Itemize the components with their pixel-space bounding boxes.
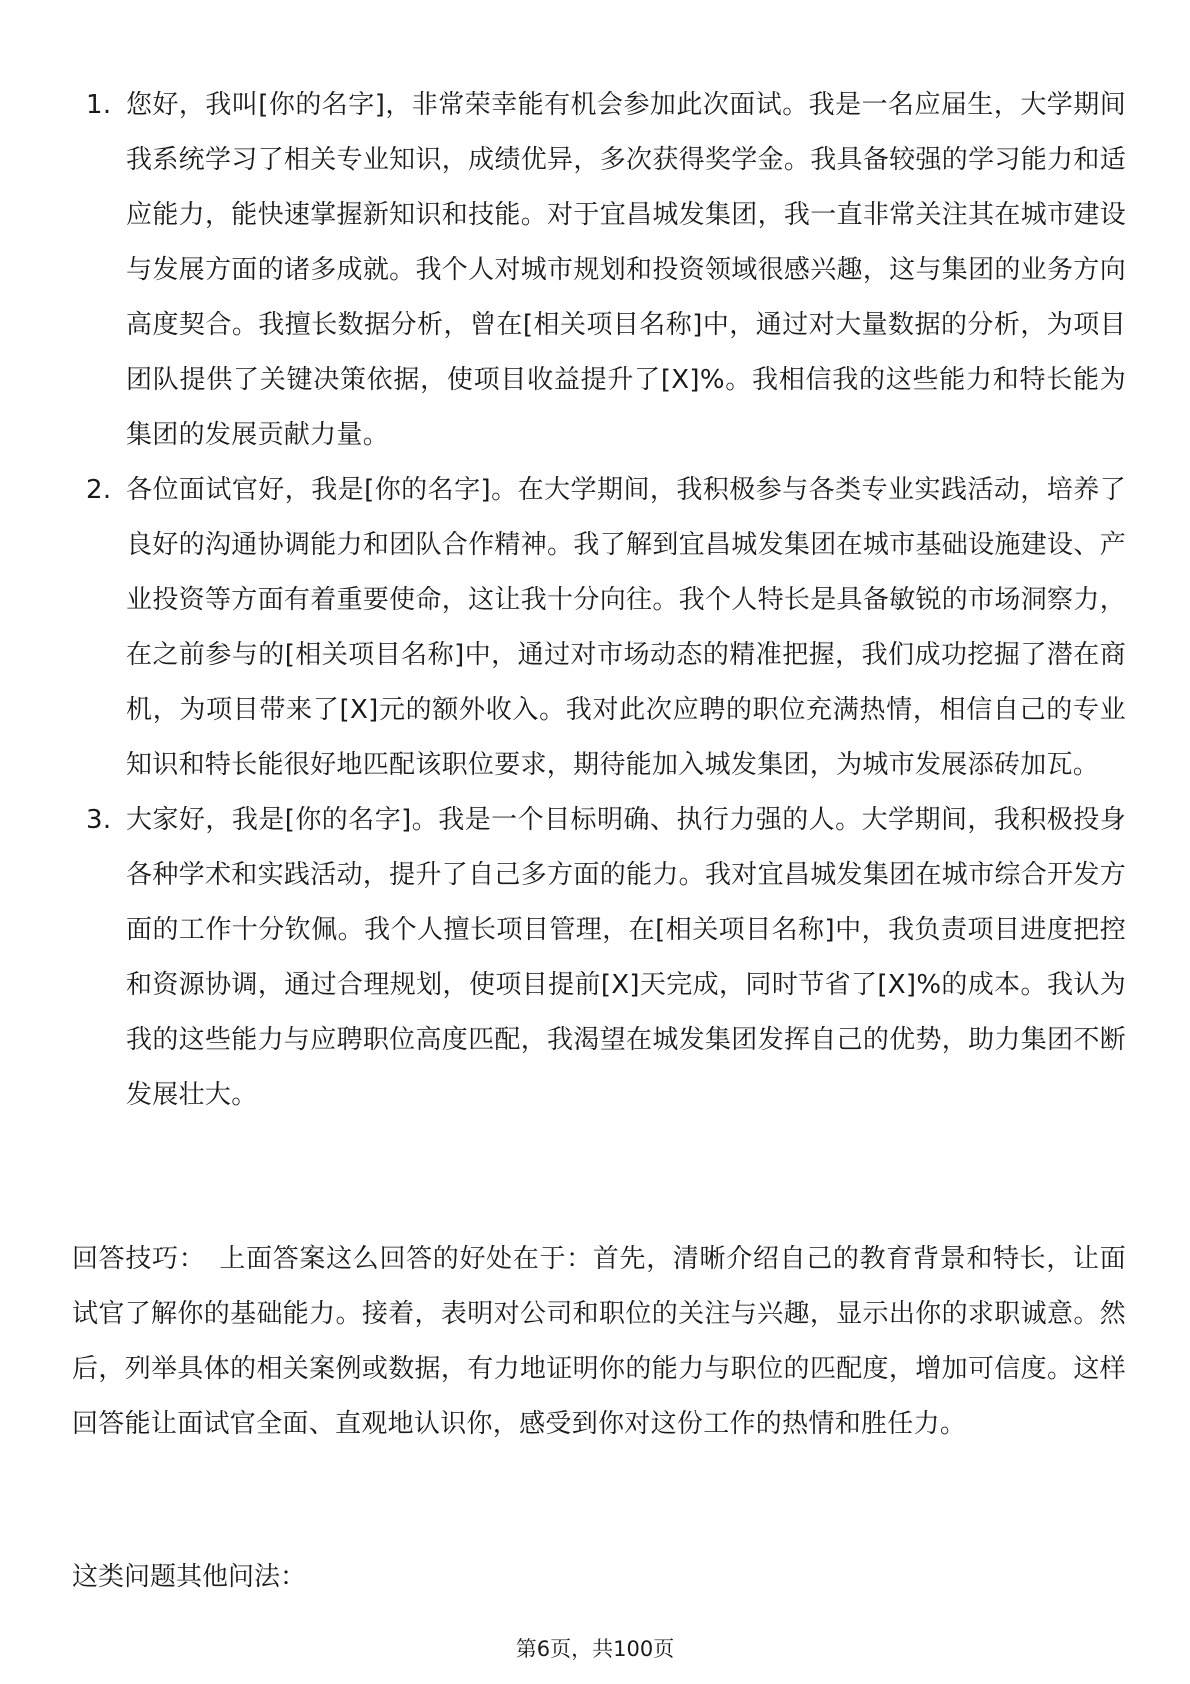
answer-item-3 <box>86 793 1126 1123</box>
page-number-footer: 第6页，共100页 <box>515 1637 675 1661</box>
answer-text: 大家好，我是[你的名字]。我是一个目标明确、执行力强的人。大学期间，我积极投身各种学术和实践活动，提升了自己多方面的能力。我对宜昌城发集团在城市综合开发方面的工作十分钦佩。我个人擅长项目管理，在[相关项目名称]中，我负责项目进度把控和资源协调，通过合理规划，使项目提前[X]天完成，同时节省了[X]%的成本。我认为我的这些能力与应聘职位高度匹配，我渴望在城发集团发挥自己的优势，助力集团不断发展壮大。 <box>126 805 1126 1110</box>
sample-answers-list <box>86 78 1126 1123</box>
answer-number: 1. <box>86 90 112 120</box>
answer-tips-paragraph <box>72 1232 1126 1452</box>
answer-item-2 <box>86 463 1126 793</box>
answer-text: 您好，我叫[你的名字]，非常荣幸能有机会参加此次面试。我是一名应届生，大学期间我系统学习了相关专业知识，成绩优异，多次获得奖学金。我具备较强的学习能力和适应能力，能快速掌握新知识和技能。对于宜昌城发集团，我一直非常关注其在城市建设与发展方面的诸多成就。我个人对城市规划和投资领域很感兴趣，这与集团的业务方向高度契合。我擅长数据分析，曾在[相关项目名称]中，通过对大量数据的分析，为项目团队提供了关键决策依据，使项目收益提升了[X]%。我相信我的这些能力和特长能为集团的发展贡献力量。 <box>126 90 1126 450</box>
tips-text: 上面答案这么回答的好处在于：首先，清晰介绍自己的教育背景和特长，让面试官了解你的基础能力。接着，表明对公司和职位的关注与兴趣，显示出你的求职诚意。然后，列举具体的相关案例或数据，有力地证明你的能力与职位的匹配度，增加可信度。这样回答能让面试官全面、直观地认识你，感受到你对这份工作的热情和胜任力。 <box>72 1244 1126 1439</box>
tips-label: 回答技巧： <box>72 1244 206 1274</box>
other-questions-heading: 这类问题其他问法： <box>72 1562 307 1592</box>
answer-number: 2. <box>86 475 112 505</box>
answer-number: 3. <box>86 805 112 835</box>
answer-item-1 <box>86 78 1126 463</box>
answer-text: 各位面试官好，我是[你的名字]。在大学期间，我积极参与各类专业实践活动，培养了良好的沟通协调能力和团队合作精神。我了解到宜昌城发集团在城市基础设施建设、产业投资等方面有着重要使命，这让我十分向往。我个人特长是具备敏锐的市场洞察力，在之前参与的[相关项目名称]中，通过对市场动态的精准把握，我们成功挖掘了潜在商机，为项目带来了[X]元的额外收入。我对此次应聘的职位充满热情，相信自己的专业知识和特长能很好地匹配该职位要求，期待能加入城发集团，为城市发展添砖加瓦。 <box>126 475 1126 780</box>
